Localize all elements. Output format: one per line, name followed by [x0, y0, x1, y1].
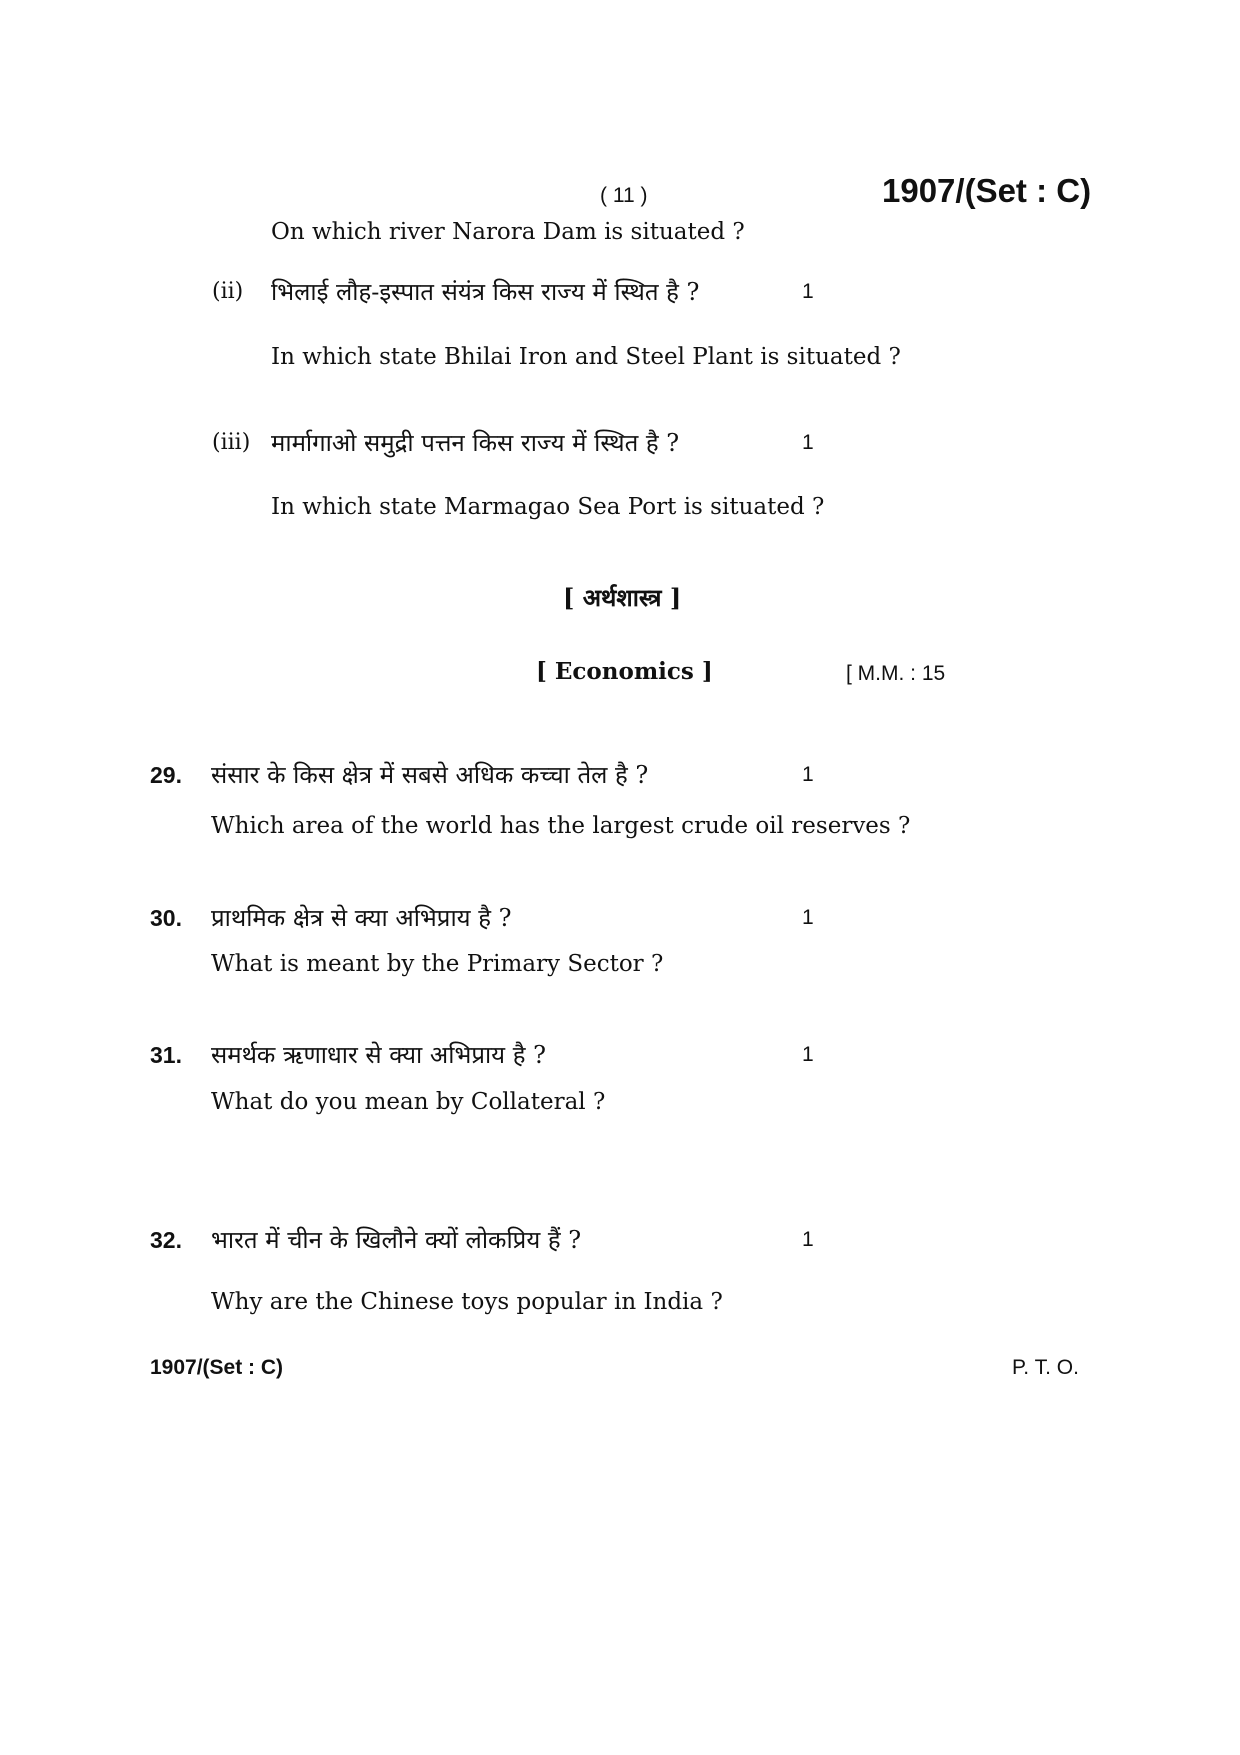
question-marks: 1 [802, 1043, 814, 1066]
set-code-footer: 1907/(Set : C) [150, 1356, 284, 1379]
question-english-text: What do you mean by Collateral ? [211, 1089, 606, 1115]
question-marks: 1 [802, 1228, 814, 1251]
subquestion-label: (ii) [212, 279, 244, 304]
question-hindi-text: भारत में चीन के खिलौने क्यों लोकप्रिय हैं ? [211, 1226, 582, 1254]
question-number: 32. [150, 1227, 182, 1253]
page-number: ( 11 ) [600, 184, 648, 207]
subquestion-marks: 1 [802, 431, 814, 454]
subquestion-hindi-text: भिलाई लौह-इस्पात संयंत्र किस राज्य में स्थित है ? [271, 278, 700, 306]
question-english-text: Why are the Chinese toys popular in India ? [211, 1289, 723, 1315]
question-english-text: Which area of the world has the largest crude oil reserves ? [211, 813, 911, 839]
question-continuation-text: On which river Narora Dam is situated ? [271, 219, 745, 245]
section-title-english: [ Economics ] [536, 658, 713, 685]
question-english-text: What is meant by the Primary Sector ? [211, 951, 664, 977]
subquestion-marks: 1 [802, 280, 814, 303]
question-marks: 1 [802, 906, 814, 929]
subquestion-label: (iii) [212, 430, 251, 455]
question-number: 30. [150, 905, 182, 931]
set-code-header: 1907/(Set : C) [882, 172, 1092, 209]
maximum-marks: [ M.M. : 15 [846, 662, 946, 685]
question-number: 31. [150, 1042, 182, 1068]
question-hindi-text: प्राथमिक क्षेत्र से क्या अभिप्राय है ? [211, 904, 512, 932]
question-hindi-text: संसार के किस क्षेत्र में सबसे अधिक कच्चा तेल है ? [211, 761, 649, 789]
section-title-hindi: [ अर्थशास्त्र ] [563, 583, 682, 612]
subquestion-english-text: In which state Marmagao Sea Port is situated ? [271, 494, 825, 520]
subquestion-hindi-text: मार्मागाओ समुद्री पत्तन किस राज्य में स्थित है ? [271, 429, 680, 457]
please-turn-over: P. T. O. [1012, 1356, 1079, 1379]
subquestion-english-text: In which state Bhilai Iron and Steel Plant is situated ? [271, 344, 901, 370]
question-hindi-text: समर्थक ऋणाधार से क्या अभिप्राय है ? [211, 1041, 546, 1069]
question-marks: 1 [802, 763, 814, 786]
question-number: 29. [150, 762, 182, 788]
